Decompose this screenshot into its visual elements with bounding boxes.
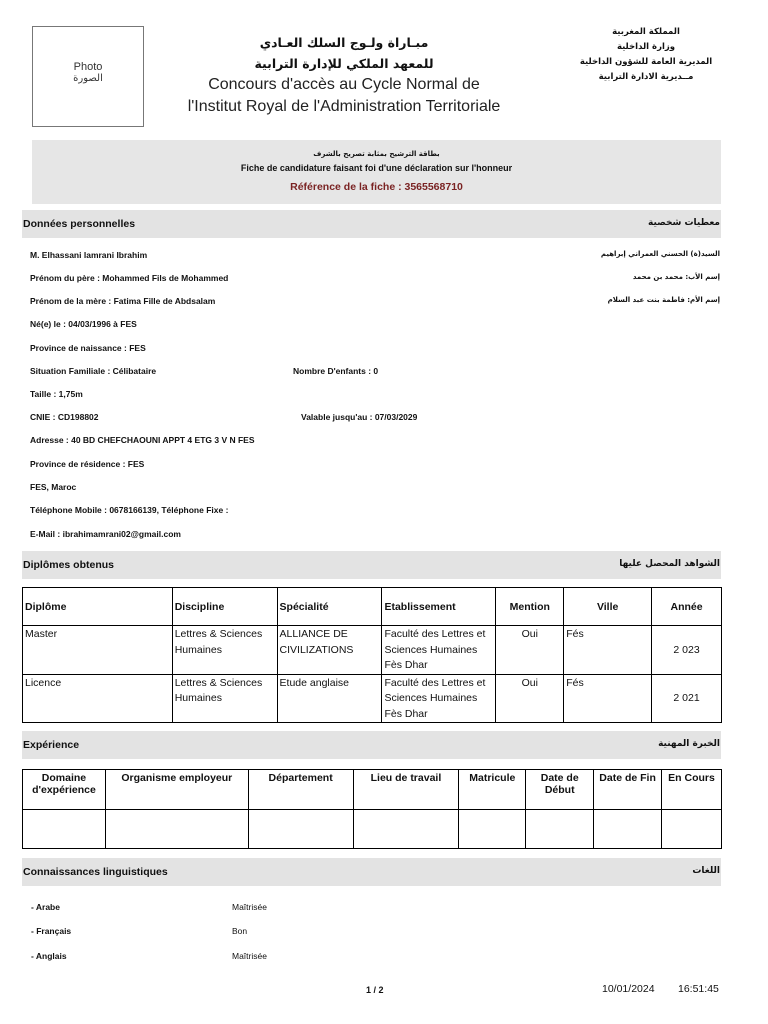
org-line: وزارة الداخلية xyxy=(616,42,676,52)
cnie: CNIE : CD198802 xyxy=(30,412,99,422)
residence-province: Province de résidence : FES xyxy=(30,459,145,469)
cell-specialite: Etude anglaise xyxy=(277,674,382,723)
section-title-fr: Données personnelles xyxy=(23,218,136,230)
empty-cell xyxy=(353,810,459,849)
empty-cell xyxy=(526,810,594,849)
empty-cell xyxy=(23,810,106,849)
cell-ville: Fés xyxy=(564,674,652,723)
col-header: En Cours xyxy=(662,770,722,810)
org-line: المديرية العامة للشؤون الداخلية xyxy=(579,57,713,67)
title-ar-1: مبـاراة ولـوج السلك العـادي xyxy=(259,35,429,50)
section-title-ar: الخبرة المهنية xyxy=(658,739,720,749)
title-ar-2: للمعهد الملكي للإدارة الترابية xyxy=(254,56,434,71)
col-header: Etablissement xyxy=(382,588,496,626)
language-level: Maîtrisée xyxy=(232,951,267,961)
table-row xyxy=(23,626,722,675)
org-line: مــديرية الادارة الترابية xyxy=(598,72,694,82)
photo-placeholder xyxy=(32,26,144,127)
cell-etablissement: Faculté des Lettres et Sciences Humaines Fès Dhar xyxy=(382,626,496,675)
col-header: Date de Début xyxy=(526,770,594,810)
experience-table xyxy=(22,769,722,849)
col-header: Année xyxy=(652,588,722,626)
language-name: - Français xyxy=(31,926,72,936)
org-line: المملكة المغربية xyxy=(612,27,680,37)
organization-block xyxy=(572,25,720,85)
title-fr-2: l'Institut Royal de l'Administration Territoriale xyxy=(187,98,501,115)
section-diplomas xyxy=(22,551,721,579)
empty-cell xyxy=(459,810,526,849)
empty-cell xyxy=(594,810,662,849)
section-title-fr: Expérience xyxy=(23,739,80,751)
photo-label-ar: الصورة xyxy=(73,73,103,84)
section-title-ar: معطيات شخصية xyxy=(648,218,720,228)
cell-discipline: Lettres & Sciences Humaines xyxy=(172,674,277,723)
print-date: 10/01/2024 xyxy=(602,983,655,995)
col-header: Ville xyxy=(564,588,652,626)
cell-discipline: Lettres & Sciences Humaines xyxy=(172,626,277,675)
language-name: - Anglais xyxy=(31,951,67,961)
section-personal-data xyxy=(22,210,721,238)
col-header: Diplôme xyxy=(23,588,173,626)
photo-label-fr: Photo xyxy=(73,61,103,73)
col-header: Matricule xyxy=(459,770,526,810)
section-title-ar: الشواهد المحصل عليها xyxy=(619,559,720,569)
col-header: Lieu de travail xyxy=(353,770,459,810)
cell-mention: Oui xyxy=(496,626,564,675)
cell-ville: Fés xyxy=(564,626,652,675)
email: E-Mail : ibrahimamrani02@gmail.com xyxy=(30,529,181,539)
cell-mention: Oui xyxy=(496,674,564,723)
diplomas-table xyxy=(22,587,722,723)
birth-province: Province de naissance : FES xyxy=(30,343,146,353)
page-title xyxy=(150,32,538,118)
candidature-banner xyxy=(32,140,721,204)
empty-cell xyxy=(248,810,353,849)
col-header: Mention xyxy=(496,588,564,626)
banner-ar: بطاقة الترشيح بمثابة تصريح بالشرف xyxy=(313,150,440,158)
page-number: 1 / 2 xyxy=(366,985,384,995)
height: Taille : 1,75m xyxy=(30,389,83,399)
cnie-validity: Valable jusqu'au : 07/03/2029 xyxy=(301,412,418,422)
cell-etablissement: Faculté des Lettres et Sciences Humaines Fès Dhar xyxy=(382,674,496,723)
cell-annee: 2 021 xyxy=(652,674,722,723)
col-header: Discipline xyxy=(172,588,277,626)
candidate-name: M. Elhassani lamrani Ibrahim xyxy=(30,250,148,260)
marital-status: Situation Familiale : Célibataire xyxy=(30,366,157,376)
section-title-fr: Connaissances linguistiques xyxy=(23,866,168,878)
col-header: Date de Fin xyxy=(594,770,662,810)
language-level: Maîtrisée xyxy=(232,902,267,912)
language-level: Bon xyxy=(232,926,248,936)
address: Adresse : 40 BD CHEFCHAOUNI APPT 4 ETG 3 V N FES xyxy=(30,435,255,445)
cell-diplome: Licence xyxy=(23,674,173,723)
children-count: Nombre D'enfants : 0 xyxy=(293,366,379,376)
father-name: Prénom du père : Mohammed Fils de Mohammed xyxy=(30,273,229,283)
cell-annee: 2 023 xyxy=(652,626,722,675)
col-header: Domaine d'expérience xyxy=(23,770,106,810)
table-header-row xyxy=(23,770,722,810)
table-header-row xyxy=(23,588,722,626)
table-row xyxy=(23,810,722,849)
section-languages xyxy=(22,858,721,886)
city-country: FES, Maroc xyxy=(30,482,77,492)
phones: Téléphone Mobile : 0678166139, Téléphone Fixe : xyxy=(30,505,229,515)
birth-info: Né(e) le : 04/03/1996 à FES xyxy=(30,319,137,329)
col-header: Organisme employeur xyxy=(105,770,248,810)
col-header: Spécialité xyxy=(277,588,382,626)
cell-specialite: ALLIANCE DE CIVILIZATIONS xyxy=(277,626,382,675)
col-header: Département xyxy=(248,770,353,810)
title-fr-1: Concours d'accès au Cycle Normal de xyxy=(208,76,480,93)
mother-name: Prénom de la mère : Fatima Fille de Abdsalam xyxy=(30,296,216,306)
candidate-name-ar: السيد(ة) الحسني العمراني إبراهيم xyxy=(600,250,720,258)
language-name: - Arabe xyxy=(31,902,60,912)
table-row xyxy=(23,674,722,723)
empty-cell xyxy=(662,810,722,849)
print-time: 16:51:45 xyxy=(678,983,719,995)
father-name-ar: إسم الأب: محمد بن محمد xyxy=(632,273,720,281)
empty-cell xyxy=(105,810,248,849)
reference-number: Référence de la fiche : 3565568710 xyxy=(290,181,463,193)
section-title-ar: اللغات xyxy=(692,866,720,876)
section-experience xyxy=(22,731,721,759)
banner-fr: Fiche de candidature faisant foi d'une déclaration sur l'honneur xyxy=(240,163,513,173)
cell-diplome: Master xyxy=(23,626,173,675)
section-title-fr: Diplômes obtenus xyxy=(23,559,115,571)
mother-name-ar: إسم الأم: فاطمة بنت عبد السلام xyxy=(607,296,720,304)
